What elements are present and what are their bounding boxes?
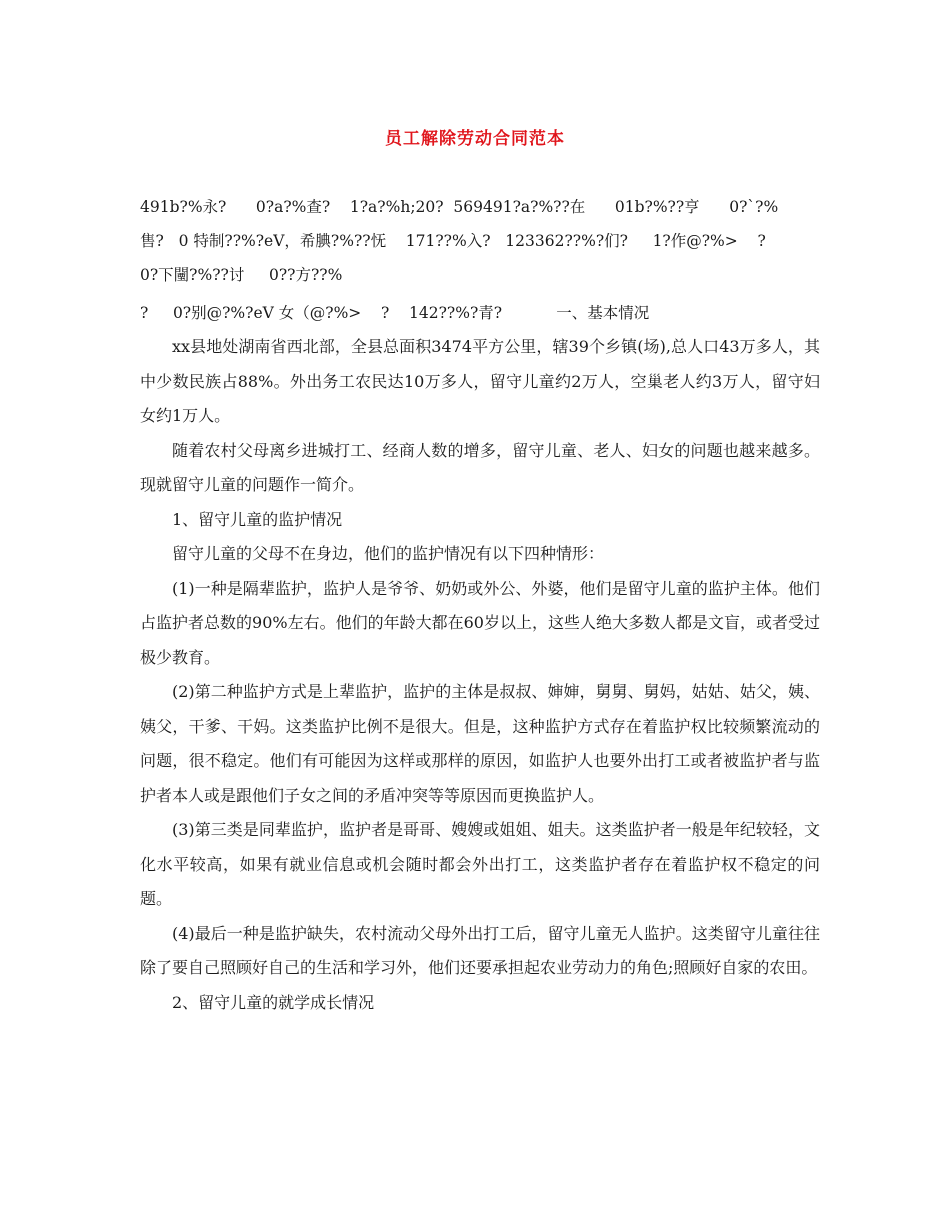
body-paragraph: (4)最后一种是监护缺失，农村流动父母外出打工后，留守儿童无人监护。这类留守儿童往往除了要自己照顾好自己的生活和学习外，他们还要承担起农业劳动力的角色;照顾好自家的农田。 <box>140 923 820 977</box>
section-heading: 1、留守儿童的监护情况 <box>172 509 343 529</box>
body-paragraph: xx县地处湖南省西北部，全县总面积3474平方公里，辖39个乡镇(场),总人口43万多人，其中少数民族占88%。外出务工农民达10万多人，留守儿童约2万人，空巢老人约3万人，留守妇女约1万人。 <box>140 337 820 425</box>
garbled-line: 售? 0 特制??%?eV，希腆?%??怃 171??%入? 123362??%?们? 1?作@?%> ? <box>140 232 766 250</box>
body-paragraph: (1)一种是隔辈监护，监护人是爷爷、奶奶或外公、外婆，他们是留守儿童的监护主体。他们占监护者总数的90%左右。他们的年龄大都在60岁以上，这些人绝大多数人都是文盲，或者受过极少教育。 <box>140 578 820 667</box>
body-paragraph: 随着农村父母离乡进城打工、经商人数的增多，留守儿童、老人、妇女的问题也越来越多。现就留守儿童的问题作一简介。 <box>140 440 820 494</box>
garbled-text-block-2 <box>140 296 820 330</box>
garbled-text-block <box>140 190 820 292</box>
body-paragraph: (3)第三类是同辈监护，监护者是哥哥、嫂嫂或姐姐、姐夫。这类监护者一般是年纪较轻，文化水平较高，如果有就业信息或机会随时都会外出打工，这类监护者存在着监护权不稳定的问题。 <box>140 820 820 908</box>
section-heading: 2、留守儿童的就学成长情况 <box>172 992 375 1012</box>
garbled-line: 0?下闉?%??讨 0??方??% <box>140 266 343 284</box>
document-body <box>140 330 820 1020</box>
body-paragraph: (2)第二种监护方式是上辈监护，监护的主体是叔叔、婶婶，舅舅、舅妈，姑姑、姑父，姨、姨父，干爹、干妈。这类监护比例不是很大。但是，这种监护方式存在着监护权比较频繁流动的问题，很不稳定。他们有可能因为这样或那样的原因，如监护人也要外出打工或者被监护者与监护者本人或是跟他们子女之间的矛盾冲突等等原因而更换监护人。 <box>140 682 820 805</box>
garbled-line: 491b?%永? 0?a?%查? 1?a?%h;20? 569491?a?%??在 01b?%??亨 0?`?% <box>140 198 779 216</box>
body-paragraph: 留守儿童的父母不在身边，他们的监护情况有以下四种情形： <box>172 544 605 563</box>
document-title: 员工解除劳动合同范本 <box>385 129 565 149</box>
garbled-line-with-section-heading: ? 0?别@?%?eV 女（@?%> ? 142??%?青? 一、基本情况 <box>140 304 650 322</box>
